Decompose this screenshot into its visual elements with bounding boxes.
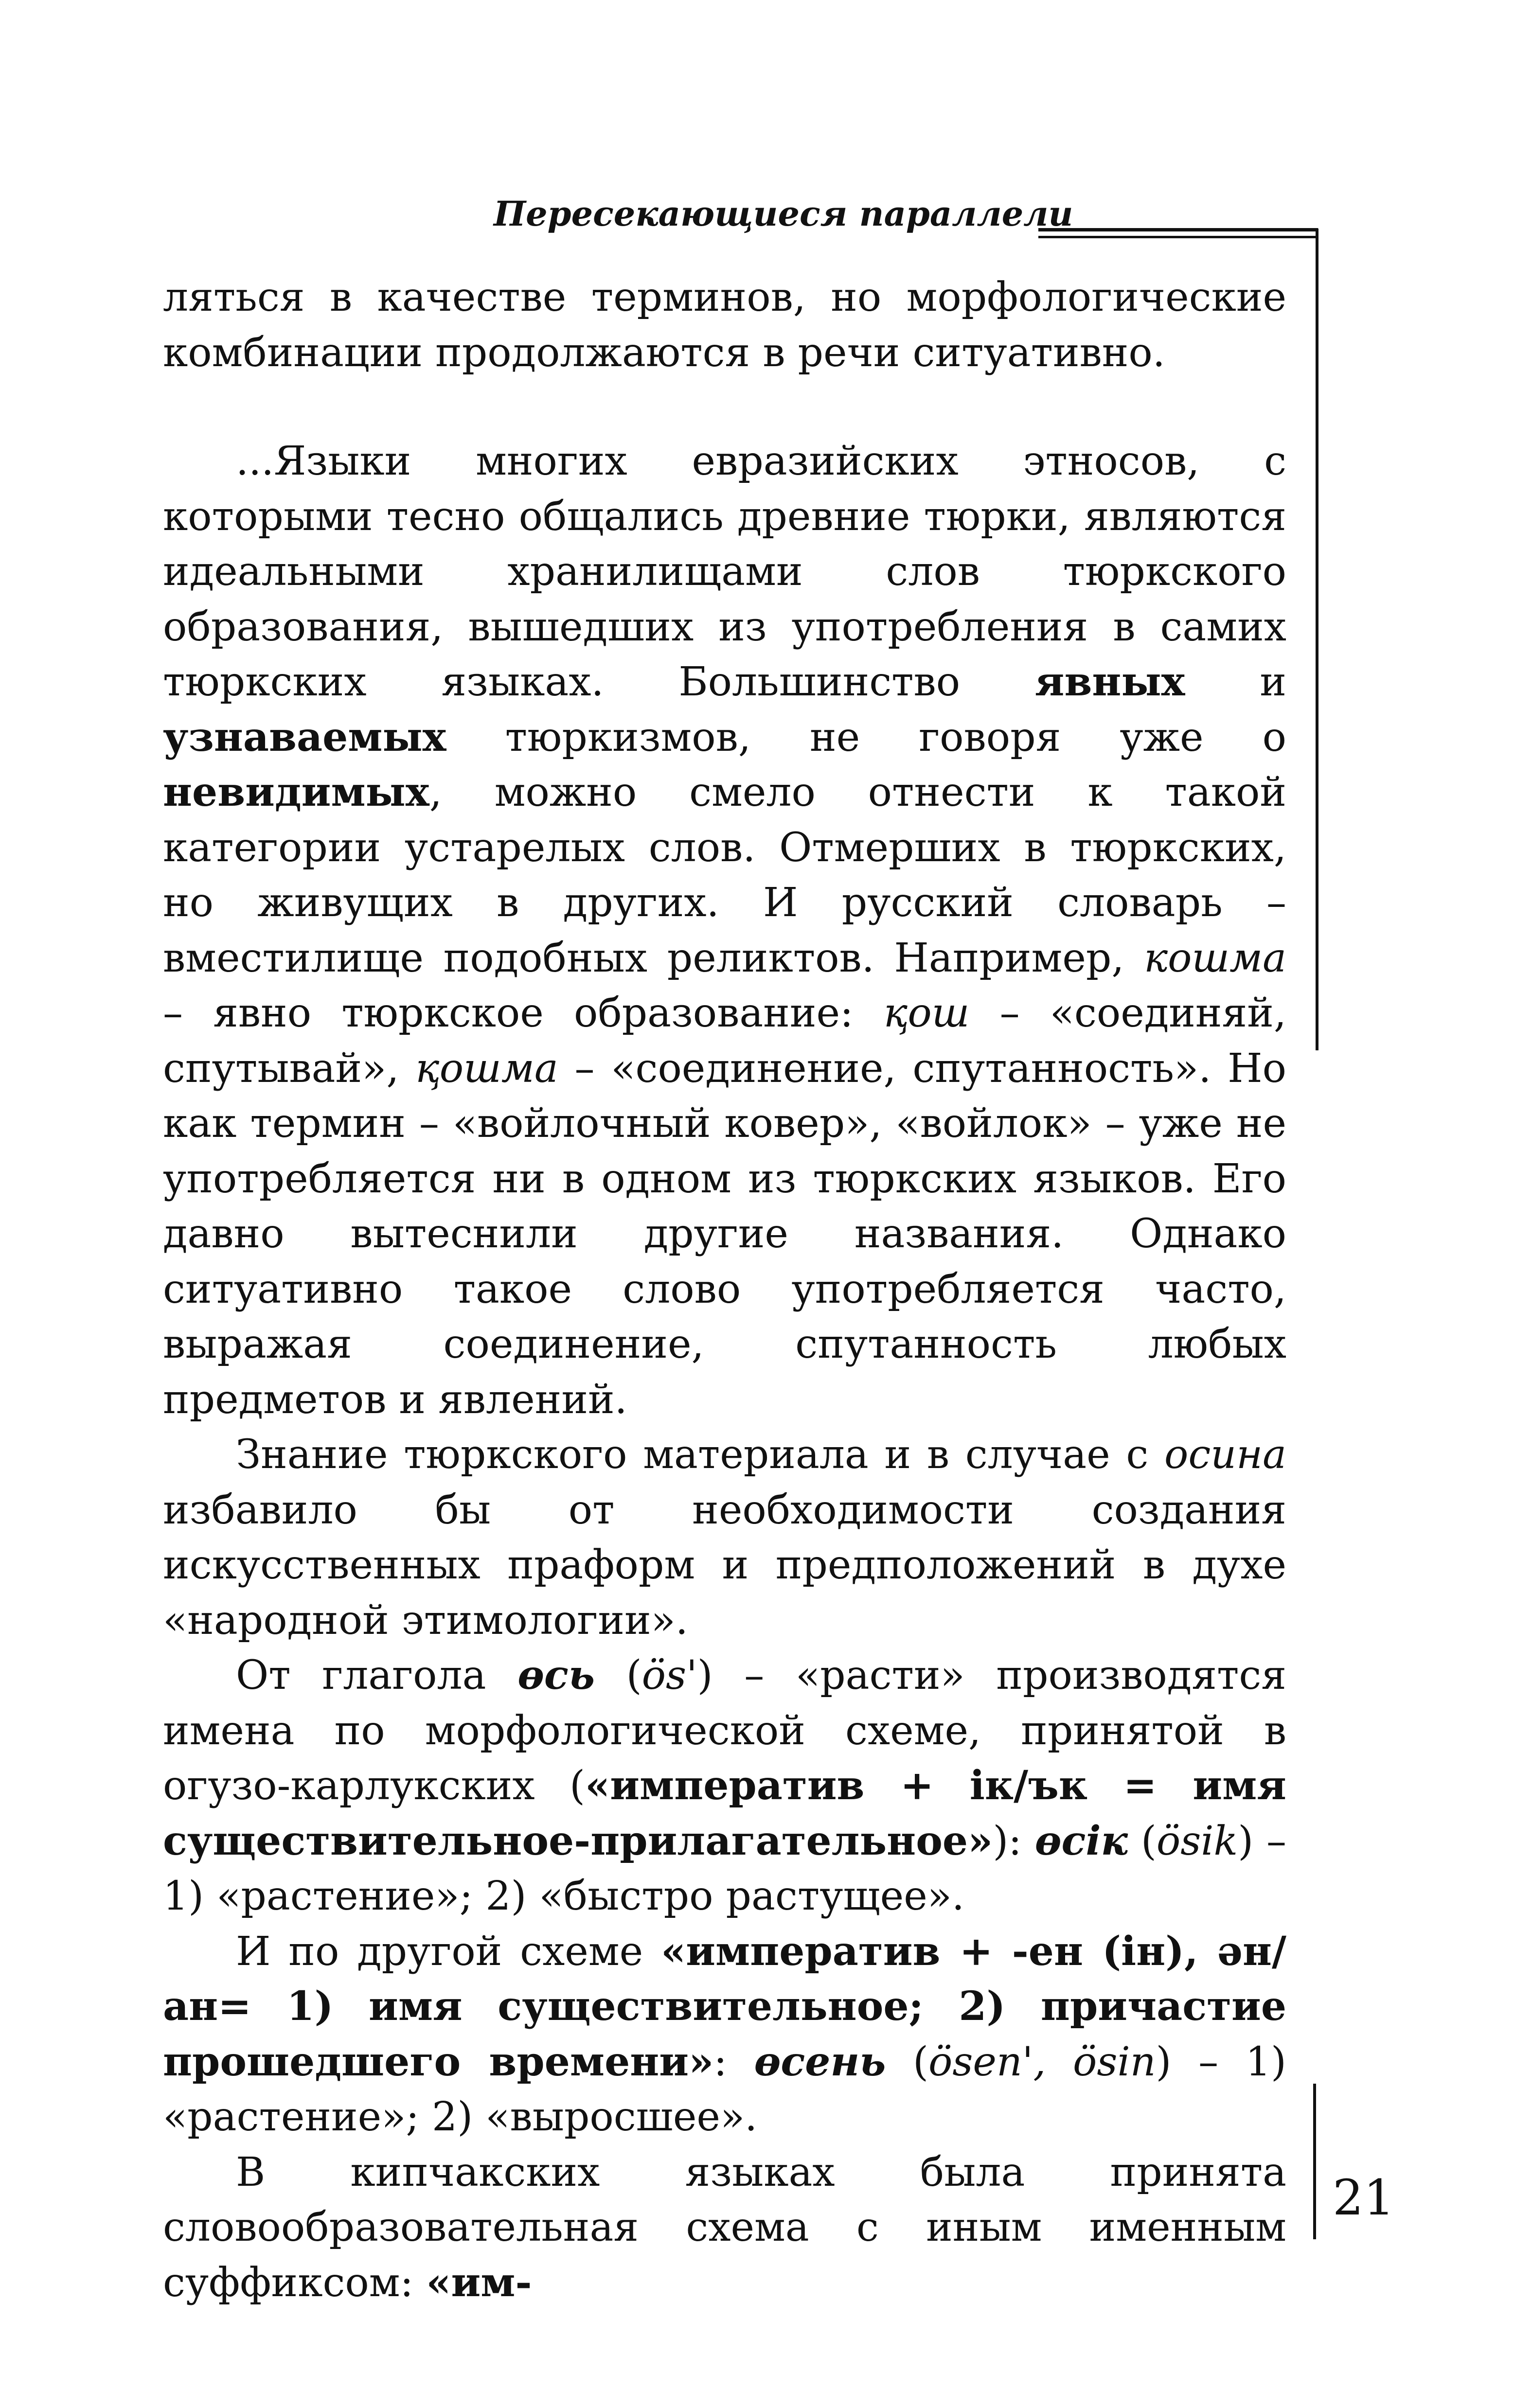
p2-bold-2: узнаваемых xyxy=(163,713,446,761)
p4-text-1: От глагола xyxy=(236,1652,518,1699)
p5-text-1: И по другой схеме xyxy=(236,1928,661,1975)
paragraph-1-text: ляться в качестве терминов, но морфологические комбинации продолжаются в речи ситуативно. xyxy=(163,274,1286,376)
p2-text-1: ...Языки многих евразийских этносов, с которыми тесно общались древние тюрки, являются идеальными хранилищами слов тюркского образования, вышедших из употребления в самих тюркских языках. Большинство xyxy=(163,438,1286,705)
p5-text-2: : xyxy=(713,2038,754,2085)
p2-italic-3: қошма xyxy=(415,1045,558,1092)
paragraph-6 xyxy=(163,2145,1286,2311)
p5-bold-italic-1: өсень xyxy=(754,2038,886,2085)
p2-text-4: , можно смело отнести к такой категории устарелых слов. Отмерших в тюркских, но живущих в других. И русский словарь – вместилище подобных реликтов. Например, xyxy=(163,769,1286,981)
paragraph-4 xyxy=(163,1648,1286,1924)
p3-italic-1: осина xyxy=(1164,1432,1286,1478)
p2-text-3: тюркизмов, не говоря уже о xyxy=(446,714,1286,761)
paragraph-3 xyxy=(163,1427,1286,1648)
paragraph-5 xyxy=(163,1924,1286,2145)
p4-text-5: ( xyxy=(1128,1818,1157,1864)
p5-text-4: ) – 1) «растение»; 2) «выросшее». xyxy=(163,2038,1286,2140)
p6-bold-1: «им- xyxy=(426,2259,532,2306)
p4-bold-1: өсь xyxy=(517,1652,595,1699)
p4-bold-2: «императив + ік/ък = имя существительное-прилагательное» xyxy=(163,1762,1286,1864)
p2-italic-1: кошма xyxy=(1144,935,1286,981)
p5-italic-1: ösen', ösin xyxy=(928,2038,1156,2085)
page-number: 21 xyxy=(1333,2169,1395,2226)
p2-text-5: – явно тюркское образование: xyxy=(163,990,884,1036)
p4-text-3: ) – «расти» производятся имена по морфологической схеме, принятой в огузо-карлукских ( xyxy=(163,1652,1286,1809)
margin-rule-bottom xyxy=(1313,2084,1316,2239)
p3-text-2: избавило бы от необходимости создания искусственных праформ и предположений в духе «народной этимологии». xyxy=(163,1487,1286,1644)
header-rule-secondary xyxy=(1038,236,1318,238)
p2-bold-3: невидимых xyxy=(163,769,429,815)
header-rule xyxy=(1038,228,1318,231)
running-header xyxy=(494,192,1320,236)
p5-text-3: ( xyxy=(886,2038,928,2085)
p4-text-2: ( xyxy=(594,1652,642,1699)
page-body xyxy=(163,270,1286,2310)
p4-italic-1: ös' xyxy=(641,1652,697,1699)
p3-text-1: Знание тюркского материала и в случае с xyxy=(236,1432,1164,1478)
paragraph-1 xyxy=(163,270,1286,380)
p2-text-7: – «соединение, спутанность». Но как термин – «войлочный ковер», «войлок» – уже не употребляется ни в одном из тюркских языков. Его давно вытеснили другие названия. Однако ситуативно такое слово употребляется часто, выражая соединение, спутанность любых предметов и явлений. xyxy=(163,1045,1286,1423)
p2-italic-2: қош xyxy=(883,990,970,1036)
p2-text-2: и xyxy=(1185,659,1287,705)
p2-bold-1: явных xyxy=(1034,658,1185,705)
p2-text-6: – «соединяй, спутывай», xyxy=(163,990,1286,1092)
p4-text-4: ): xyxy=(993,1818,1035,1864)
p6-text-1: В кипчакских языках была принята словообразовательная схема с иным именным суффиксом: xyxy=(163,2149,1286,2306)
p5-bold-1: «императив + -ен (ін), ән/ан= 1) имя существительное; 2) причастие прошедшего времени» xyxy=(163,1928,1286,2085)
p4-bold-italic-1: өсік xyxy=(1034,1817,1128,1864)
p4-text-6: ) – 1) «растение»; 2) «быстро растущее». xyxy=(163,1818,1286,1919)
p4-italic-2: ösik xyxy=(1156,1818,1238,1864)
paragraph-2 xyxy=(163,434,1286,1427)
margin-rule-top xyxy=(1316,229,1318,1050)
running-title: Пересекающиеся параллели xyxy=(494,194,1073,234)
